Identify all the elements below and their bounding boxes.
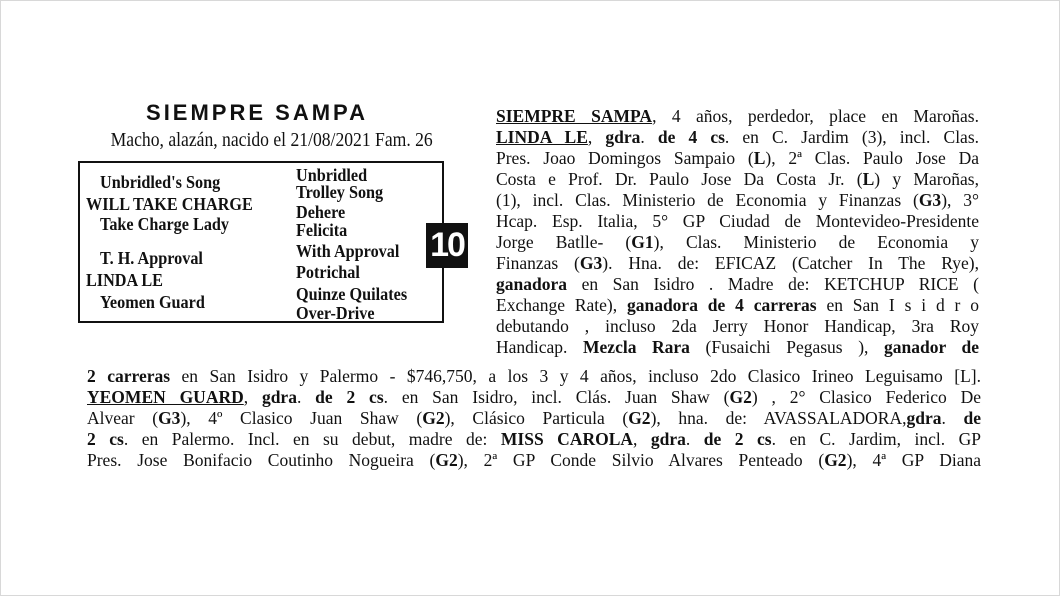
- pedigree-sire-sire: Unbridled's Song: [100, 172, 221, 192]
- pedigree-table: [78, 161, 444, 323]
- text-line: Exchange Rate), ganadora de 4 carreras en San I s i d r o: [496, 295, 979, 315]
- text-line: Hcap. Esp. Italia, 5° GP Ciudad de Montevideo-Presidente: [496, 211, 979, 231]
- text-line: debutando , incluso 2da Jerry Honor Handicap, 3ra Roy: [496, 316, 979, 336]
- pedigree-dam-dam: Yeomen Guard: [100, 292, 205, 312]
- text-line: Alvear (G3), 4º Clasico Juan Shaw (G2), Clásico Particula (G2), hna. de: AVASSALADORA,gdra. de: [87, 408, 981, 428]
- text-line: Handicap. Mezcla Rara (Fusaichi Pegasus ), ganador de: [496, 337, 979, 357]
- pedigree-dam-sire: T. H. Approval: [100, 248, 203, 268]
- pedigree-dam-sire-dam: Potrichal: [296, 262, 360, 282]
- pedigree-sire-sire-dam: Trolley Song: [296, 182, 384, 202]
- pedigree-dam: LINDA LE: [86, 270, 163, 290]
- text-line: (1), incl. Clas. Ministerio de Economia y Finanzas (G3), 3°: [496, 190, 979, 210]
- horse-name-title: SIEMPRE SAMPA: [146, 100, 368, 125]
- pedigree-sire-dam: Take Charge Lady: [100, 214, 230, 234]
- pedigree-sire: WILL TAKE CHARGE: [86, 194, 253, 214]
- text-line: Pres. Joao Domingos Sampaio (L), 2ª Clas. Paulo Jose Da: [496, 148, 979, 168]
- text-line: 2 carreras en San Isidro y Palermo - $746,750, a los 3 y 4 años, incluso 2do Clasico Irineo Leguisamo [L].: [87, 366, 981, 386]
- text-line: Pres. Jose Bonifacio Coutinho Nogueira (G2), 2ª GP Conde Silvio Alvares Penteado (G2), 4ª GP Diana: [87, 450, 981, 470]
- text-line: 2 cs. en Palermo. Incl. en su debut, madre de: MISS CAROLA, gdra. de 2 cs. en C. Jardim, incl. GP: [87, 429, 982, 449]
- text-line: Jorge Batlle- (G1), Clas. Ministerio de Economia y: [496, 232, 979, 252]
- text-line: ganadora en San Isidro . Madre de: KETCHUP RICE (: [496, 274, 979, 294]
- pedigree-sire-dam-sire: Dehere: [296, 202, 346, 222]
- text-line: YEOMEN GUARD, gdra. de 2 cs. en San Isidro, incl. Clás. Juan Shaw (G2) , 2° Clasico Federico De: [87, 387, 982, 407]
- program-number-badge: 10: [426, 223, 468, 268]
- pedigree-sire-sire-sire: Unbridled: [296, 165, 368, 185]
- pedigree-dam-dam-sire: Quinze Quilates: [296, 284, 408, 304]
- pedigree-dam-sire-sire: With Approval: [296, 241, 400, 261]
- text-line: SIEMPRE SAMPA, 4 años, perdedor, place en Maroñas.: [496, 106, 979, 126]
- text-line: LINDA LE, gdra. de 4 cs. en C. Jardim (3), incl. Clas.: [496, 127, 980, 147]
- horse-description: Macho, alazán, nacido el 21/08/2021 Fam. 26: [110, 129, 433, 151]
- pedigree-dam-dam-dam: Over-Drive: [296, 303, 375, 323]
- text-line: Costa e Prof. Dr. Paulo Jose Da Costa Jr. (L) y Maroñas,: [496, 169, 979, 189]
- text-line: Finanzas (G3). Hna. de: EFICAZ (Catcher In The Rye),: [496, 253, 979, 273]
- pedigree-sire-dam-dam: Felicita: [296, 220, 348, 240]
